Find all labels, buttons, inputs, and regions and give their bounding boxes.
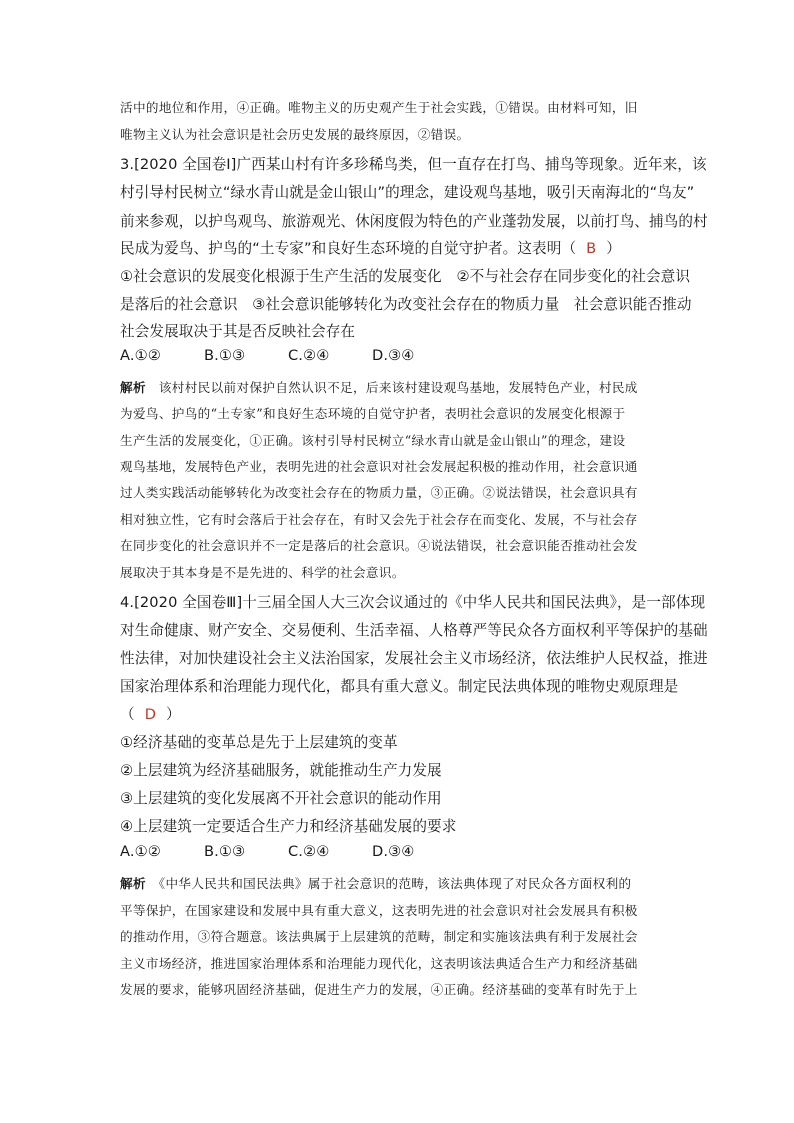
line-text: ④上层建筑一定要适合生产力和经济基础发展的要求 (120, 818, 457, 835)
explanation-line (0, 900, 794, 919)
question-line (0, 153, 794, 174)
question-line (0, 647, 794, 668)
explanation-line (0, 953, 794, 972)
answer-option: A.①② (120, 843, 161, 860)
answer-key: B (586, 240, 597, 257)
line-text: ②上层建筑为经济基础服务，就能推动生产力发展 (120, 762, 442, 779)
explanation-line (0, 430, 794, 449)
question-line (0, 347, 794, 364)
line-text: 该村村民以前对保护自然认识不足，后来该村建设观鸟基地，发展特色产业，村民成 (145, 380, 638, 395)
answer-option: D.③④ (372, 843, 415, 860)
answer-option: A.①② (120, 347, 161, 364)
question-line (0, 787, 794, 808)
line-text: 性法律，对加快建设社会主义法治国家，发展社会主义市场经济，依法维护人民权益，推进 (120, 650, 708, 667)
answer-option: C.②④ (288, 843, 330, 860)
line-text: 对生命健康、财产安全、交易便利、生活幸福、人格尊严等民众各方面权利平等保护的基础 (120, 622, 708, 639)
line-text: 国家治理体系和治理能力现代化，都具有重大意义。制定民法典体现的唯物史观原理是 (120, 678, 679, 695)
question-line (0, 843, 794, 860)
line-text: 前来参观，以护鸟观鸟、旅游观光、休闲度假为特色的产业蓬勃发展，以前打鸟、捕鸟的村 (120, 213, 708, 230)
line-text-tail: ） (606, 240, 621, 257)
line-text: ①社会意识的发展变化根源于生产生活的发展变化 ②不与社会存在同步变化的社会意识 (120, 268, 691, 285)
line-text: ③上层建筑的变化发展离不开社会意识的能动作用 (120, 790, 442, 807)
question-line (0, 675, 794, 696)
line-text: 是落后的社会意识 ③社会意识能够转化为改变社会存在的物质力量 社会意识能否推动 (120, 296, 692, 313)
explanation-label: 解析 (120, 876, 146, 891)
question-line (0, 815, 794, 836)
line-text: 相对独立性，它有时会落后于社会存在，有时又会先于社会存在而变化、发展，不与社会存 (120, 512, 638, 527)
answer-option: C.②④ (288, 347, 330, 364)
explanation-line (0, 926, 794, 945)
line-text: 在同步变化的社会意识并不一定是落后的社会意识。④说法错误，社会意识能否推动社会发 (120, 538, 638, 553)
line-text-tail: ） (166, 706, 181, 723)
explanation-line (0, 535, 794, 554)
explanation-line (0, 562, 794, 581)
line-text: 为爱鸟、护鸟的“土专家”和良好生态环境的自觉守护者，表明社会意识的发展变化根源于 (120, 406, 626, 421)
explanation-line (0, 377, 794, 396)
line-text: 过人类实践活动能够转化为改变社会存在的物质力量，③正确。②说法错误，社会意识具有 (120, 485, 638, 500)
line-text: （ (120, 706, 135, 723)
line-text: 唯物主义认为社会意识是社会历史发展的最终原因，②错误。 (120, 127, 470, 142)
line-text: 展取决于其本身是不是先进的、科学的社会意识。 (120, 565, 405, 580)
explanation-line (0, 456, 794, 475)
explanation-line (0, 97, 794, 116)
explanation-line (0, 124, 794, 143)
line-text: 生产生活的发展变化，①正确。该村引导村民树立“绿水青山就是金山银山”的理念，建设 (120, 433, 626, 448)
explanation-line (0, 403, 794, 422)
explanation-line (0, 509, 794, 528)
answer-key: D (144, 706, 157, 723)
line-text: 社会发展取决于其是否反映社会存在 (120, 323, 356, 340)
line-text: 3.[2020 全国卷Ⅰ]广西某山村有许多珍稀鸟类，但一直存在打鸟、捕鸟等现象。近年来，该 (120, 156, 707, 173)
question-line (0, 210, 794, 231)
question-line (0, 320, 794, 341)
question-line (0, 619, 794, 640)
line-text: 民成为爱鸟、护鸟的“土专家”和良好生态环境的自觉守护者。这表明（ (120, 240, 577, 257)
line-text: 平等保护，在国家建设和发展中具有重大意义，这表明先进的社会意识对社会发展具有积极 (120, 903, 638, 918)
question-line (0, 731, 794, 752)
question-line (0, 293, 794, 314)
line-text: 村引导村民树立“绿水青山就是金山银山”的理念，建设观鸟基地，吸引天南海北的“鸟友” (120, 184, 695, 201)
line-text: 《中华人民共和国民法典》属于社会意识的范畴，该法典体现了对民众各方面权利的 (145, 876, 632, 891)
question-line (0, 703, 794, 724)
explanation-line (0, 873, 794, 892)
line-text: 的推动作用，③符合题意。该法典属于上层建筑的范畴，制定和实施该法典有利于发展社会 (120, 929, 638, 944)
line-text: 4.[2020 全国卷Ⅲ]十三届全国人大三次会议通过的《中华人民共和国民法典》，是一部体现 (120, 594, 706, 611)
line-text: 主义市场经济，推进国家治理体系和治理能力现代化，这表明该法典适合生产力和经济基础 (120, 956, 638, 971)
line-text: 观鸟基地，发展特色产业，表明先进的社会意识对社会发展起积极的推动作用，社会意识通 (120, 459, 638, 474)
line-text: 发展的要求，能够巩固经济基础，促进生产力的发展，④正确。经济基础的变革有时先于上 (120, 982, 638, 997)
answer-option: B.①③ (204, 843, 246, 860)
question-line (0, 181, 794, 202)
line-text: ①经济基础的变革总是先于上层建筑的变革 (120, 734, 398, 751)
explanation-line (0, 482, 794, 501)
question-line (0, 237, 794, 258)
question-line (0, 591, 794, 612)
explanation-label: 解析 (120, 380, 146, 395)
answer-option: B.①③ (204, 347, 246, 364)
line-text: 活中的地位和作用，④正确。唯物主义的历史观产生于社会实践，①错误。由材料可知，旧 (120, 100, 638, 115)
answer-option: D.③④ (372, 347, 415, 364)
question-line (0, 759, 794, 780)
question-line (0, 265, 794, 286)
explanation-line (0, 979, 794, 998)
